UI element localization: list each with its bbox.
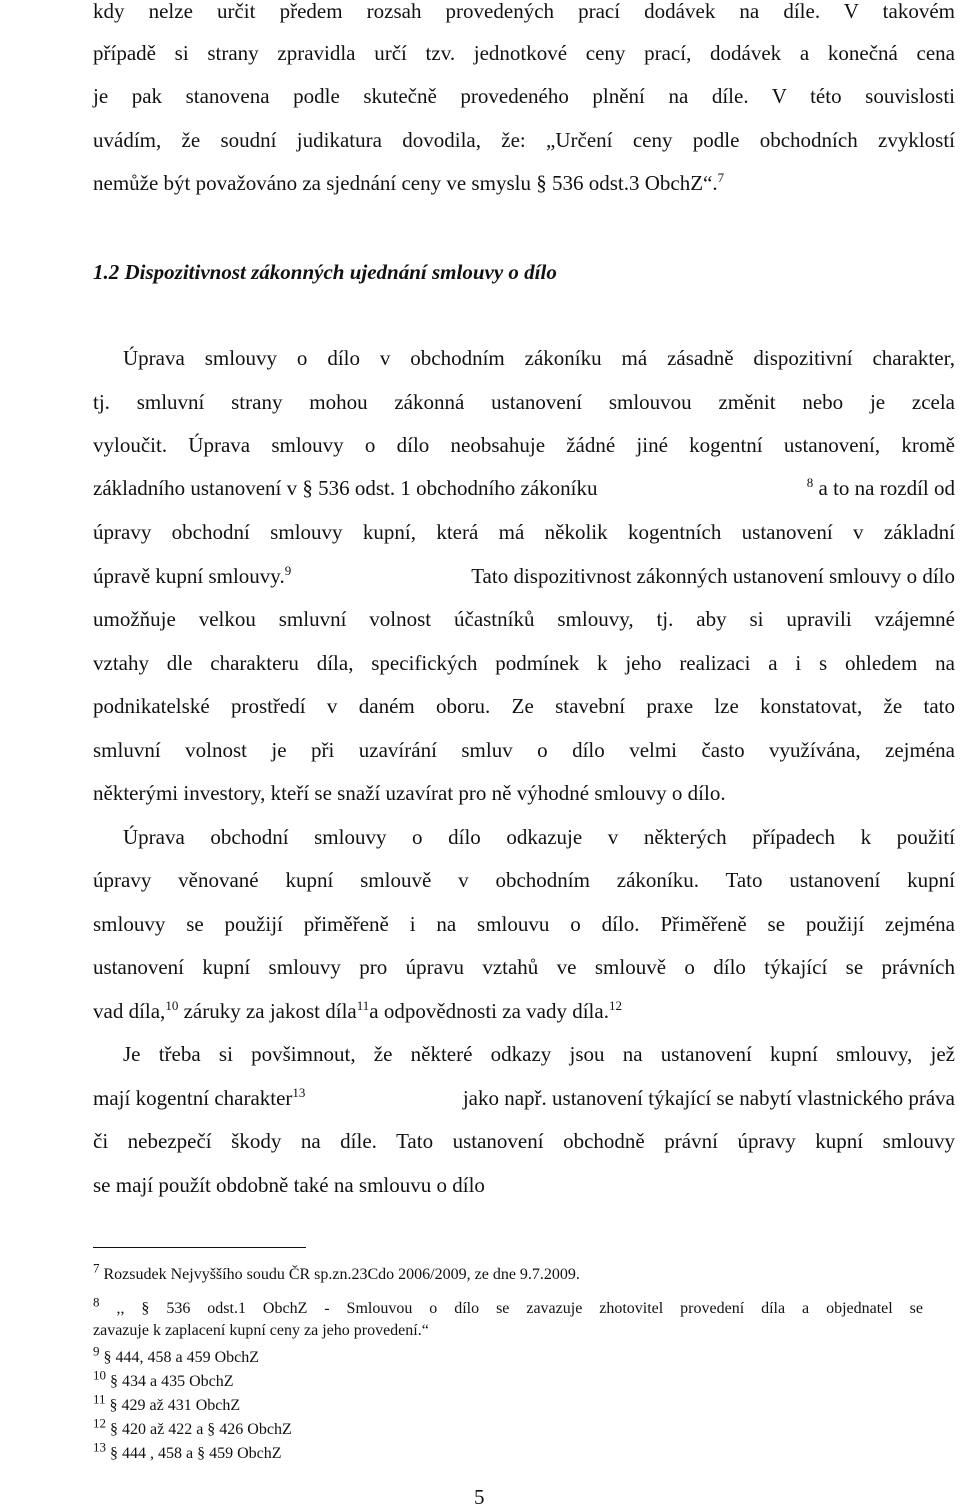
footnote-ref: 12 bbox=[608, 998, 622, 1013]
body-line: umožňuje velkou smluvní volnost účastníků smlouvy, tj. aby si upravili vzájemné bbox=[93, 607, 955, 631]
footnote: $^8$ ,, § 536 odst.1 ObchZ - Smlouvou o dílo se zavazuje zhotovitel provedení díla a objednatel se bbox=[93, 1294, 923, 1317]
footnote: $^{10}$ § 434 a 435 ObchZ bbox=[93, 1367, 234, 1390]
body-line: se mají použít obdobně také na smlouvu o dílo bbox=[93, 1173, 485, 1197]
body-line: uvádím, že soudní judikatura dovodila, že: „Určení ceny podle obchodních zvyklostí bbox=[93, 128, 955, 152]
footnote-ref: 11 bbox=[356, 998, 370, 1013]
body-line: úpravy věnované kupní smlouvě v obchodním zákoníku. Tato ustanovení kupní bbox=[93, 868, 955, 892]
body-line: Je třeba si povšimnout, že některé odkazy jsou na ustanovení kupní smlouvy, jež bbox=[123, 1042, 955, 1066]
body-line: či nebezpečí škody na díle. Tato ustanovení obchodně právní úpravy kupní smlouvy bbox=[93, 1129, 955, 1153]
page-number: 5 bbox=[474, 1485, 485, 1509]
footnote-ref: 9 bbox=[284, 563, 292, 578]
body-line: některými investory, kteří se snaží uzavírat pro ně výhodné smlouvy o dílo. bbox=[93, 781, 726, 805]
body-line: Úprava smlouvy o dílo v obchodním zákoníku má zásadně dispozitivní charakter, bbox=[123, 346, 955, 370]
body-line: základního ustanovení v § 536 odst. 1 obchodního zákoníku $^8$ a to na rozdíl od bbox=[93, 475, 955, 500]
footnote-ref: 10 bbox=[165, 998, 179, 1013]
footnote: $^{11}$ § 429 až 431 ObchZ bbox=[93, 1391, 241, 1414]
footnote-ref: 8 bbox=[806, 475, 814, 490]
body-line: mají kogentní charakter$^{13}$ jako např. ustanovení týkající se nabytí vlastnického práva bbox=[93, 1085, 955, 1110]
body-line: vyloučit. Úprava smlouvy o dílo neobsahuje žádné jiné kogentní ustanovení, kromě bbox=[93, 433, 955, 457]
footnote: $^{13}$ § 444 , 458 a § 459 ObchZ bbox=[93, 1439, 282, 1462]
footnote-ref: 7 bbox=[717, 170, 725, 185]
body-line: vztahy dle charakteru díla, specifických podmínek k jeho realizaci a i s ohledem na bbox=[93, 651, 955, 675]
body-line: podnikatelské prostředí v daném oboru. Ze stavební praxe lze konstatovat, že tato bbox=[93, 694, 955, 718]
body-line: tj. smluvní strany mohou zákonná ustanovení smlouvou změnit nebo je zcela bbox=[93, 390, 955, 414]
body-line: nemůže být považováno za sjednání ceny ve smyslu § 536 odst.3 ObchZ“.$^7$ bbox=[93, 170, 725, 195]
body-line: smluvní volnost je při uzavírání smluv o dílo velmi často využívána, zejména bbox=[93, 738, 955, 762]
footnote: $^9$ § 444, 458 a 459 ObchZ bbox=[93, 1343, 260, 1366]
body-line: ustanovení kupní smlouvy pro úpravu vztahů ve smlouvě o dílo týkající se právních bbox=[93, 955, 955, 979]
body-line: je pak stanovena podle skutečně provedeného plnění na díle. V této souvislosti bbox=[93, 84, 955, 108]
footnote: $^7$ Rozsudek Nejvyššího soudu ČR sp.zn.23Cdo 2006/2009, ze dne 9.7.2009. bbox=[93, 1260, 580, 1283]
footnote: $^{12}$ § 420 až 422 a § 426 ObchZ bbox=[93, 1415, 292, 1438]
footnote-separator bbox=[93, 1247, 306, 1248]
footnote-ref: 13 bbox=[292, 1085, 306, 1100]
body-line: úpravy obchodní smlouvy kupní, která má několik kogentních ustanovení v základní bbox=[93, 520, 955, 544]
body-line: kdy nelze určit předem rozsah provedených prací dodávek na díle. V takovém bbox=[93, 0, 955, 23]
body-line: Úprava obchodní smlouvy o dílo odkazuje v některých případech k použití bbox=[123, 825, 955, 849]
body-line: úpravě kupní smlouvy.$^9$ Tato dispozitivnost zákonných ustanovení smlouvy o dílo bbox=[93, 563, 955, 588]
footnote-continuation: zavazuje k zaplacení kupní ceny za jeho provedení.“ bbox=[93, 1322, 429, 1339]
section-title: 1.2 Dispozitivnost zákonných ujednání smlouvy o dílo bbox=[93, 260, 557, 284]
body-line: vad díla,$^{10}$ záruky za jakost díla$^{11}$a odpovědnosti za vady díla.$^{12}$ bbox=[93, 998, 622, 1023]
body-line: případě si strany zpravidla určí tzv. jednotkové ceny prací, dodávek a konečná cena bbox=[93, 41, 955, 65]
body-line: smlouvy se použijí přiměřeně i na smlouvu o dílo. Přiměřeně se použijí zejména bbox=[93, 912, 955, 936]
